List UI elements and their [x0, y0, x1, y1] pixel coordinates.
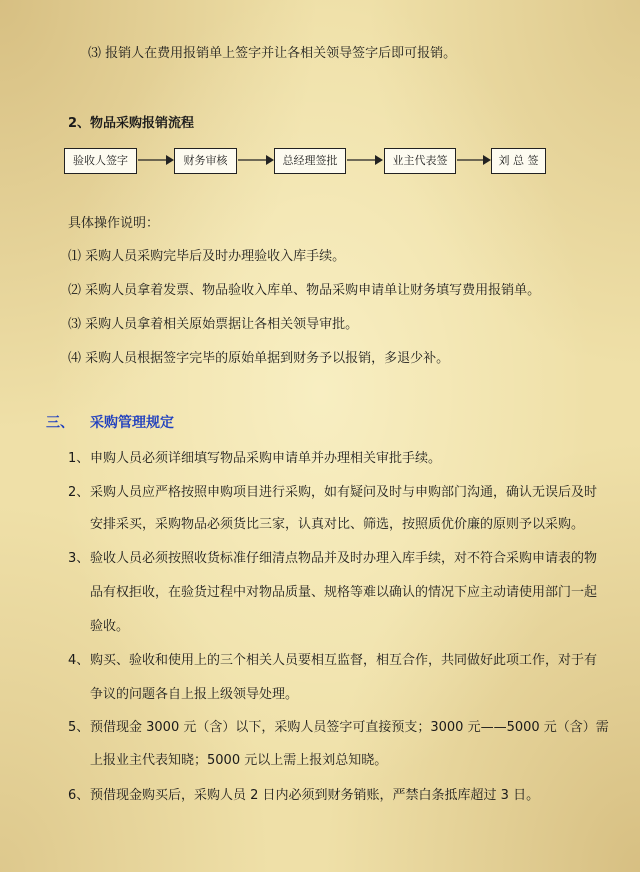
rule-text: 采购人员应严格按照申购项目进行采购，如有疑问及时与申购部门沟通，确认无误后及时 — [90, 485, 598, 500]
list-text: 报销人在费用报销单上签字并让各相关领导签字后即可报销。 — [105, 46, 457, 61]
rule-text: 验收。 — [90, 619, 130, 634]
rule-text: 验收人员必须按照收货标准仔细清点物品并及时办理入库手续，对不符合采购申请表的物 — [90, 551, 598, 566]
list-number: ⑷ — [68, 351, 82, 366]
flow-step-2: 财务审核 — [174, 148, 237, 174]
flow-step-1: 验收人签字 — [64, 148, 137, 174]
flow-arrow-icon — [138, 154, 174, 166]
rule-text: 预借现金 3000 元（含）以下，采购人员签字可直接预支；3000 元——5000 元（含）需 — [90, 720, 609, 735]
flow-step-3: 总经理签批 — [274, 148, 346, 174]
flow-step-5: 刘 总 签 — [491, 148, 546, 174]
list-text: 采购人员拿着发票、物品验收入库单、物品采购申请单让财务填写费用报销单。 — [85, 283, 541, 298]
list-text: 采购人员采购完毕后及时办理验收入库手续。 — [85, 249, 346, 264]
flow-step-4: 业主代表签 — [384, 148, 456, 174]
rule-text: 申购人员必须详细填写物品采购申请单并办理相关审批手续。 — [90, 451, 442, 466]
rule-number: 6、 — [68, 788, 90, 803]
rule-text: 购买、验收和使用上的三个相关人员要相互监督，相互合作，共同做好此项工作，对于有 — [90, 653, 598, 668]
list-number: ⑶ — [88, 46, 102, 61]
rule-text: 品有权拒收，在验货过程中对物品质量、规格等难以确认的情况下应主动请使用部门一起 — [90, 585, 598, 600]
section-2-heading: 2、物品采购报销流程 — [68, 116, 195, 131]
rule-text: 争议的问题各自上报上级领导处理。 — [90, 687, 299, 702]
intro-item — [88, 45, 456, 63]
section-3-title: 采购管理规定 — [90, 415, 174, 431]
section-3-number: 三、 — [46, 415, 74, 431]
list-number: ⑶ — [68, 317, 82, 332]
rule-text: 安排采买，采购物品必须货比三家，认真对比、筛选，按照质优价廉的原则予以采购。 — [90, 517, 585, 532]
list-item — [68, 248, 345, 266]
flow-arrow-icon — [457, 154, 491, 166]
rule-number: 5、 — [68, 720, 90, 735]
rule-number: 4、 — [68, 653, 90, 668]
rule-text: 预借现金购买后，采购人员 2 日内必须到财务销账，严禁白条抵库超过 3 日。 — [90, 788, 540, 803]
list-item — [68, 282, 540, 300]
rule-number: 1、 — [68, 451, 90, 466]
list-text: 采购人员根据签字完毕的原始单据到财务予以报销，多退少补。 — [85, 351, 450, 366]
flow-arrow-icon — [347, 154, 383, 166]
list-item — [68, 316, 358, 334]
rule-number: 3、 — [68, 551, 90, 566]
list-text: 采购人员拿着相关原始票据让各相关领导审批。 — [85, 317, 359, 332]
rule-number: 2、 — [68, 485, 90, 500]
list-item — [68, 350, 449, 368]
rule-text: 上报业主代表知晓；5000 元以上需上报刘总知晓。 — [90, 753, 388, 768]
list-number: ⑵ — [68, 283, 82, 298]
list-number: ⑴ — [68, 249, 82, 264]
instructions-label: 具体操作说明： — [68, 216, 160, 231]
flow-arrow-icon — [238, 154, 274, 166]
